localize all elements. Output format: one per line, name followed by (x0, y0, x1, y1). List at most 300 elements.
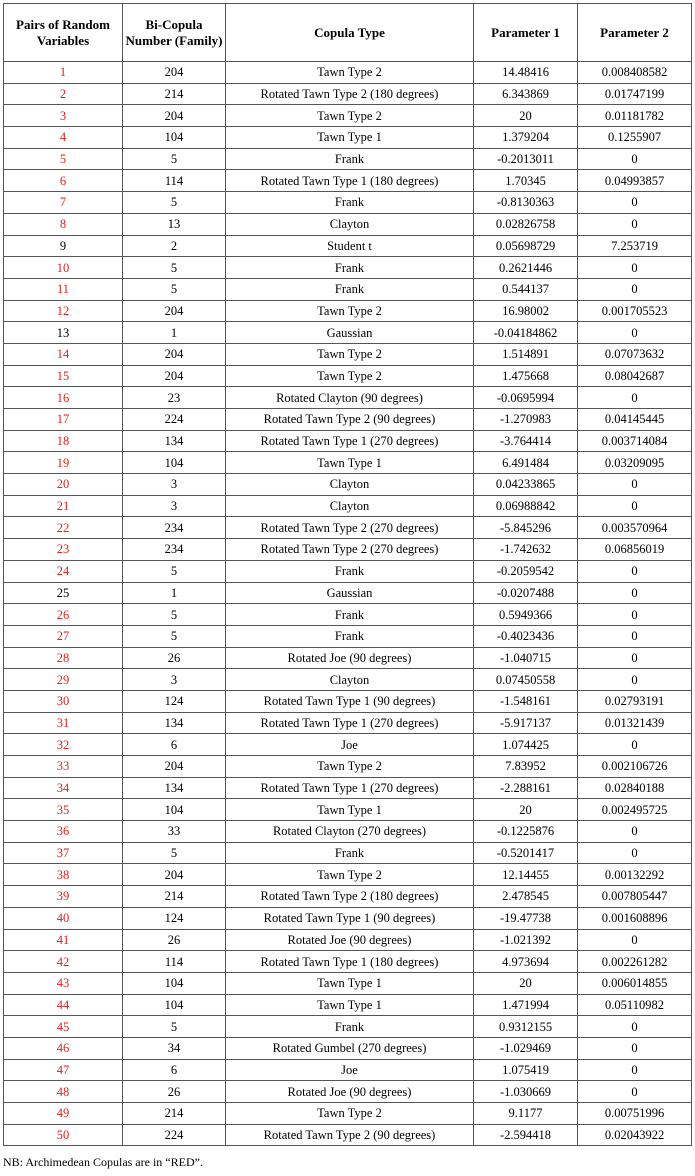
table-row (4, 690, 692, 712)
table-row (4, 148, 692, 170)
cell-pair-number: 25 (4, 582, 123, 604)
cell-pair-number: 35 (4, 799, 123, 821)
cell-bicopula-family: 5 (123, 625, 226, 647)
cell-pair-number: 23 (4, 539, 123, 561)
cell-parameter-1: 0.05698729 (474, 235, 578, 257)
cell-parameter-1: 9.1177 (474, 1103, 578, 1125)
table-row (4, 734, 692, 756)
cell-parameter-1: -0.1225876 (474, 821, 578, 843)
cell-parameter-2: 0 (578, 821, 692, 843)
cell-copula-type: Frank (226, 1016, 474, 1038)
cell-bicopula-family: 3 (123, 495, 226, 517)
cell-parameter-1: 1.475668 (474, 365, 578, 387)
cell-parameter-2: 0 (578, 192, 692, 214)
cell-parameter-1: 16.98002 (474, 300, 578, 322)
cell-pair-number: 32 (4, 734, 123, 756)
cell-parameter-2: 0 (578, 1037, 692, 1059)
table-row (4, 582, 692, 604)
cell-parameter-1: -1.021392 (474, 929, 578, 951)
cell-pair-number: 28 (4, 647, 123, 669)
cell-bicopula-family: 134 (123, 777, 226, 799)
table-row (4, 1037, 692, 1059)
cell-bicopula-family: 214 (123, 886, 226, 908)
table-row (4, 365, 692, 387)
cell-pair-number: 47 (4, 1059, 123, 1081)
cell-pair-number: 18 (4, 430, 123, 452)
cell-pair-number: 38 (4, 864, 123, 886)
cell-copula-type: Rotated Tawn Type 2 (180 degrees) (226, 83, 474, 105)
cell-copula-type: Gaussian (226, 322, 474, 344)
cell-parameter-1: -0.0695994 (474, 387, 578, 409)
cell-parameter-2: 0.01747199 (578, 83, 692, 105)
cell-parameter-2: 0.002495725 (578, 799, 692, 821)
cell-copula-type: Rotated Tawn Type 1 (90 degrees) (226, 690, 474, 712)
cell-copula-type: Frank (226, 192, 474, 214)
header-pairs: Pairs of Random Variables (4, 4, 123, 62)
table-row (4, 1081, 692, 1103)
cell-bicopula-family: 6 (123, 1059, 226, 1081)
cell-pair-number: 46 (4, 1037, 123, 1059)
cell-parameter-1: -0.4023436 (474, 625, 578, 647)
cell-bicopula-family: 204 (123, 62, 226, 84)
cell-bicopula-family: 204 (123, 300, 226, 322)
cell-copula-type: Frank (226, 257, 474, 279)
cell-parameter-1: 6.343869 (474, 83, 578, 105)
cell-copula-type: Frank (226, 625, 474, 647)
table-body (4, 62, 692, 1146)
cell-parameter-2: 0.003570964 (578, 517, 692, 539)
cell-parameter-1: 6.491484 (474, 452, 578, 474)
cell-copula-type: Tawn Type 2 (226, 343, 474, 365)
table-row (4, 387, 692, 409)
cell-parameter-1: -1.270983 (474, 409, 578, 431)
cell-copula-type: Tawn Type 2 (226, 365, 474, 387)
cell-bicopula-family: 104 (123, 452, 226, 474)
cell-copula-type: Rotated Clayton (270 degrees) (226, 821, 474, 843)
cell-copula-type: Rotated Tawn Type 2 (90 degrees) (226, 1124, 474, 1146)
cell-parameter-1: 12.14455 (474, 864, 578, 886)
cell-pair-number: 49 (4, 1103, 123, 1125)
cell-bicopula-family: 204 (123, 864, 226, 886)
cell-pair-number: 27 (4, 625, 123, 647)
table-row (4, 799, 692, 821)
cell-parameter-2: 0.1255907 (578, 127, 692, 149)
table-row (4, 1124, 692, 1146)
table-row (4, 192, 692, 214)
cell-parameter-1: 20 (474, 799, 578, 821)
cell-copula-type: Frank (226, 278, 474, 300)
cell-bicopula-family: 134 (123, 430, 226, 452)
table-row (4, 62, 692, 84)
cell-bicopula-family: 104 (123, 994, 226, 1016)
cell-parameter-1: 1.379204 (474, 127, 578, 149)
table-row (4, 322, 692, 344)
cell-parameter-1: -5.845296 (474, 517, 578, 539)
table-row (4, 929, 692, 951)
table-row (4, 1016, 692, 1038)
cell-parameter-1: 1.471994 (474, 994, 578, 1016)
cell-copula-type: Rotated Joe (90 degrees) (226, 929, 474, 951)
cell-pair-number: 39 (4, 886, 123, 908)
cell-parameter-1: -19.47738 (474, 907, 578, 929)
cell-bicopula-family: 1 (123, 322, 226, 344)
cell-pair-number: 16 (4, 387, 123, 409)
cell-parameter-1: 0.9312155 (474, 1016, 578, 1038)
cell-bicopula-family: 114 (123, 951, 226, 973)
table-row (4, 83, 692, 105)
cell-parameter-2: 0.03209095 (578, 452, 692, 474)
table-row (4, 864, 692, 886)
cell-copula-type: Rotated Tawn Type 2 (270 degrees) (226, 539, 474, 561)
cell-pair-number: 40 (4, 907, 123, 929)
cell-pair-number: 2 (4, 83, 123, 105)
cell-parameter-2: 0.02840188 (578, 777, 692, 799)
cell-parameter-2: 0.002261282 (578, 951, 692, 973)
cell-parameter-1: 1.70345 (474, 170, 578, 192)
cell-parameter-1: 4.973694 (474, 951, 578, 973)
cell-copula-type: Tawn Type 1 (226, 799, 474, 821)
cell-pair-number: 15 (4, 365, 123, 387)
cell-pair-number: 30 (4, 690, 123, 712)
cell-pair-number: 29 (4, 669, 123, 691)
cell-copula-type: Rotated Tawn Type 1 (270 degrees) (226, 712, 474, 734)
cell-bicopula-family: 23 (123, 387, 226, 409)
cell-parameter-1: 0.06988842 (474, 495, 578, 517)
cell-copula-type: Rotated Tawn Type 2 (180 degrees) (226, 886, 474, 908)
cell-parameter-2: 0 (578, 1016, 692, 1038)
cell-parameter-2: 0 (578, 842, 692, 864)
cell-parameter-2: 0.01321439 (578, 712, 692, 734)
cell-bicopula-family: 26 (123, 929, 226, 951)
cell-copula-type: Rotated Tawn Type 1 (270 degrees) (226, 430, 474, 452)
cell-copula-type: Joe (226, 1059, 474, 1081)
cell-parameter-2: 0.02043922 (578, 1124, 692, 1146)
table-row (4, 842, 692, 864)
cell-pair-number: 7 (4, 192, 123, 214)
cell-copula-type: Joe (226, 734, 474, 756)
cell-bicopula-family: 104 (123, 799, 226, 821)
cell-bicopula-family: 224 (123, 1124, 226, 1146)
cell-parameter-2: 0 (578, 1081, 692, 1103)
header-parameter-2: Parameter 2 (578, 4, 692, 62)
cell-parameter-1: -5.917137 (474, 712, 578, 734)
table-row (4, 495, 692, 517)
cell-pair-number: 24 (4, 560, 123, 582)
cell-pair-number: 48 (4, 1081, 123, 1103)
cell-parameter-1: 2.478545 (474, 886, 578, 908)
cell-bicopula-family: 3 (123, 669, 226, 691)
table-row (4, 257, 692, 279)
cell-parameter-2: 0.04145445 (578, 409, 692, 431)
cell-parameter-2: 0.02793191 (578, 690, 692, 712)
cell-copula-type: Frank (226, 148, 474, 170)
cell-parameter-1: -0.5201417 (474, 842, 578, 864)
cell-pair-number: 1 (4, 62, 123, 84)
header-bicopula-number: Bi-Copula Number (Family) (123, 4, 226, 62)
cell-parameter-1: -3.764414 (474, 430, 578, 452)
table-row (4, 821, 692, 843)
cell-parameter-2: 0.00751996 (578, 1103, 692, 1125)
table-row (4, 430, 692, 452)
cell-parameter-2: 0.08042687 (578, 365, 692, 387)
cell-copula-type: Frank (226, 842, 474, 864)
cell-pair-number: 17 (4, 409, 123, 431)
cell-bicopula-family: 104 (123, 127, 226, 149)
cell-pair-number: 13 (4, 322, 123, 344)
cell-parameter-2: 0.001608896 (578, 907, 692, 929)
cell-bicopula-family: 204 (123, 343, 226, 365)
cell-parameter-1: 20 (474, 105, 578, 127)
table-row (4, 907, 692, 929)
table-header-row (4, 4, 692, 62)
table-row (4, 777, 692, 799)
table-row (4, 604, 692, 626)
cell-parameter-2: 0 (578, 560, 692, 582)
cell-pair-number: 26 (4, 604, 123, 626)
table-row (4, 886, 692, 908)
table-row (4, 994, 692, 1016)
cell-bicopula-family: 234 (123, 539, 226, 561)
cell-pair-number: 19 (4, 452, 123, 474)
table-row (4, 127, 692, 149)
table-row (4, 474, 692, 496)
cell-parameter-1: -1.040715 (474, 647, 578, 669)
cell-pair-number: 45 (4, 1016, 123, 1038)
cell-bicopula-family: 33 (123, 821, 226, 843)
table-row (4, 409, 692, 431)
cell-copula-type: Rotated Tawn Type 1 (180 degrees) (226, 951, 474, 973)
cell-bicopula-family: 5 (123, 560, 226, 582)
cell-bicopula-family: 5 (123, 148, 226, 170)
cell-pair-number: 37 (4, 842, 123, 864)
header-copula-type: Copula Type (226, 4, 474, 62)
cell-copula-type: Gaussian (226, 582, 474, 604)
cell-pair-number: 50 (4, 1124, 123, 1146)
cell-pair-number: 36 (4, 821, 123, 843)
cell-parameter-1: 1.074425 (474, 734, 578, 756)
cell-pair-number: 10 (4, 257, 123, 279)
header-parameter-1: Parameter 1 (474, 4, 578, 62)
cell-parameter-1: -2.594418 (474, 1124, 578, 1146)
cell-pair-number: 5 (4, 148, 123, 170)
table-row (4, 213, 692, 235)
cell-pair-number: 44 (4, 994, 123, 1016)
table-row (4, 712, 692, 734)
cell-pair-number: 4 (4, 127, 123, 149)
cell-bicopula-family: 204 (123, 365, 226, 387)
table-row (4, 170, 692, 192)
cell-bicopula-family: 13 (123, 213, 226, 235)
cell-copula-type: Tawn Type 2 (226, 105, 474, 127)
cell-copula-type: Rotated Joe (90 degrees) (226, 647, 474, 669)
cell-copula-type: Rotated Clayton (90 degrees) (226, 387, 474, 409)
cell-parameter-1: 0.02826758 (474, 213, 578, 235)
cell-parameter-2: 0.007805447 (578, 886, 692, 908)
cell-parameter-2: 0 (578, 734, 692, 756)
cell-parameter-2: 0 (578, 582, 692, 604)
cell-parameter-2: 0.01181782 (578, 105, 692, 127)
cell-parameter-2: 0 (578, 1059, 692, 1081)
cell-parameter-2: 0 (578, 669, 692, 691)
cell-bicopula-family: 5 (123, 278, 226, 300)
table-row (4, 452, 692, 474)
cell-bicopula-family: 114 (123, 170, 226, 192)
cell-pair-number: 6 (4, 170, 123, 192)
cell-copula-type: Tawn Type 1 (226, 127, 474, 149)
cell-pair-number: 33 (4, 756, 123, 778)
cell-parameter-1: 0.04233865 (474, 474, 578, 496)
cell-bicopula-family: 234 (123, 517, 226, 539)
cell-bicopula-family: 2 (123, 235, 226, 257)
cell-copula-type: Tawn Type 2 (226, 864, 474, 886)
cell-pair-number: 21 (4, 495, 123, 517)
cell-parameter-1: 1.514891 (474, 343, 578, 365)
cell-parameter-2: 0 (578, 929, 692, 951)
cell-parameter-2: 0 (578, 604, 692, 626)
cell-parameter-1: -1.029469 (474, 1037, 578, 1059)
cell-parameter-1: 7.83952 (474, 756, 578, 778)
cell-bicopula-family: 5 (123, 604, 226, 626)
cell-copula-type: Tawn Type 2 (226, 1103, 474, 1125)
cell-pair-number: 3 (4, 105, 123, 127)
cell-parameter-2: 0.07073632 (578, 343, 692, 365)
cell-copula-type: Student t (226, 235, 474, 257)
cell-bicopula-family: 5 (123, 842, 226, 864)
cell-copula-type: Tawn Type 1 (226, 972, 474, 994)
cell-copula-type: Tawn Type 2 (226, 756, 474, 778)
cell-bicopula-family: 124 (123, 690, 226, 712)
cell-pair-number: 12 (4, 300, 123, 322)
cell-bicopula-family: 204 (123, 756, 226, 778)
table-row (4, 1103, 692, 1125)
cell-parameter-2: 0 (578, 257, 692, 279)
cell-pair-number: 14 (4, 343, 123, 365)
cell-copula-type: Clayton (226, 669, 474, 691)
table-row (4, 625, 692, 647)
cell-parameter-2: 0.003714084 (578, 430, 692, 452)
cell-bicopula-family: 26 (123, 1081, 226, 1103)
cell-parameter-1: 0.2621446 (474, 257, 578, 279)
cell-parameter-1: 0.5949366 (474, 604, 578, 626)
cell-copula-type: Clayton (226, 213, 474, 235)
cell-parameter-2: 0 (578, 213, 692, 235)
cell-copula-type: Tawn Type 1 (226, 994, 474, 1016)
cell-pair-number: 43 (4, 972, 123, 994)
cell-copula-type: Rotated Gumbel (270 degrees) (226, 1037, 474, 1059)
cell-pair-number: 41 (4, 929, 123, 951)
cell-copula-type: Rotated Tawn Type 1 (90 degrees) (226, 907, 474, 929)
cell-bicopula-family: 3 (123, 474, 226, 496)
table-row (4, 300, 692, 322)
cell-parameter-1: -1.548161 (474, 690, 578, 712)
cell-bicopula-family: 1 (123, 582, 226, 604)
table-row (4, 105, 692, 127)
cell-parameter-2: 0 (578, 148, 692, 170)
cell-pair-number: 31 (4, 712, 123, 734)
table-row (4, 517, 692, 539)
cell-parameter-2: 7.253719 (578, 235, 692, 257)
cell-parameter-1: 0.544137 (474, 278, 578, 300)
cell-parameter-1: -0.2059542 (474, 560, 578, 582)
table-row (4, 647, 692, 669)
cell-copula-type: Tawn Type 1 (226, 452, 474, 474)
table-row (4, 756, 692, 778)
cell-bicopula-family: 204 (123, 105, 226, 127)
cell-parameter-2: 0.008408582 (578, 62, 692, 84)
cell-parameter-1: 20 (474, 972, 578, 994)
cell-pair-number: 9 (4, 235, 123, 257)
cell-copula-type: Tawn Type 2 (226, 62, 474, 84)
table-row (4, 278, 692, 300)
cell-bicopula-family: 5 (123, 257, 226, 279)
table-row (4, 1059, 692, 1081)
cell-parameter-2: 0 (578, 495, 692, 517)
cell-bicopula-family: 214 (123, 1103, 226, 1125)
cell-copula-type: Rotated Tawn Type 1 (180 degrees) (226, 170, 474, 192)
cell-parameter-1: -1.030669 (474, 1081, 578, 1103)
cell-parameter-2: 0.00132292 (578, 864, 692, 886)
cell-parameter-2: 0.006014855 (578, 972, 692, 994)
cell-pair-number: 22 (4, 517, 123, 539)
cell-parameter-2: 0 (578, 387, 692, 409)
cell-parameter-2: 0.06856019 (578, 539, 692, 561)
cell-pair-number: 20 (4, 474, 123, 496)
footnote: NB: Archimedean Copulas are in “RED”. (3, 1155, 203, 1169)
cell-copula-type: Frank (226, 560, 474, 582)
cell-pair-number: 34 (4, 777, 123, 799)
table-row (4, 343, 692, 365)
table-row (4, 235, 692, 257)
cell-parameter-2: 0 (578, 322, 692, 344)
cell-bicopula-family: 5 (123, 192, 226, 214)
cell-bicopula-family: 5 (123, 1016, 226, 1038)
cell-bicopula-family: 26 (123, 647, 226, 669)
table-row (4, 560, 692, 582)
cell-parameter-1: -0.0207488 (474, 582, 578, 604)
cell-pair-number: 8 (4, 213, 123, 235)
cell-parameter-1: -0.2013011 (474, 148, 578, 170)
cell-copula-type: Rotated Tawn Type 1 (270 degrees) (226, 777, 474, 799)
cell-bicopula-family: 104 (123, 972, 226, 994)
cell-pair-number: 11 (4, 278, 123, 300)
cell-parameter-1: 1.075419 (474, 1059, 578, 1081)
cell-bicopula-family: 224 (123, 409, 226, 431)
cell-copula-type: Tawn Type 2 (226, 300, 474, 322)
cell-parameter-1: -1.742632 (474, 539, 578, 561)
cell-parameter-2: 0.05110982 (578, 994, 692, 1016)
cell-parameter-1: 14.48416 (474, 62, 578, 84)
cell-copula-type: Rotated Joe (90 degrees) (226, 1081, 474, 1103)
cell-copula-type: Clayton (226, 474, 474, 496)
cell-pair-number: 42 (4, 951, 123, 973)
cell-parameter-2: 0 (578, 625, 692, 647)
cell-bicopula-family: 34 (123, 1037, 226, 1059)
table-row (4, 972, 692, 994)
cell-copula-type: Rotated Tawn Type 2 (270 degrees) (226, 517, 474, 539)
cell-copula-type: Clayton (226, 495, 474, 517)
copula-table (3, 3, 692, 1146)
cell-bicopula-family: 134 (123, 712, 226, 734)
cell-copula-type: Rotated Tawn Type 2 (90 degrees) (226, 409, 474, 431)
cell-bicopula-family: 124 (123, 907, 226, 929)
cell-parameter-1: 0.07450558 (474, 669, 578, 691)
table-row (4, 539, 692, 561)
cell-parameter-2: 0.04993857 (578, 170, 692, 192)
cell-bicopula-family: 214 (123, 83, 226, 105)
cell-bicopula-family: 6 (123, 734, 226, 756)
cell-parameter-2: 0 (578, 647, 692, 669)
cell-parameter-2: 0 (578, 278, 692, 300)
